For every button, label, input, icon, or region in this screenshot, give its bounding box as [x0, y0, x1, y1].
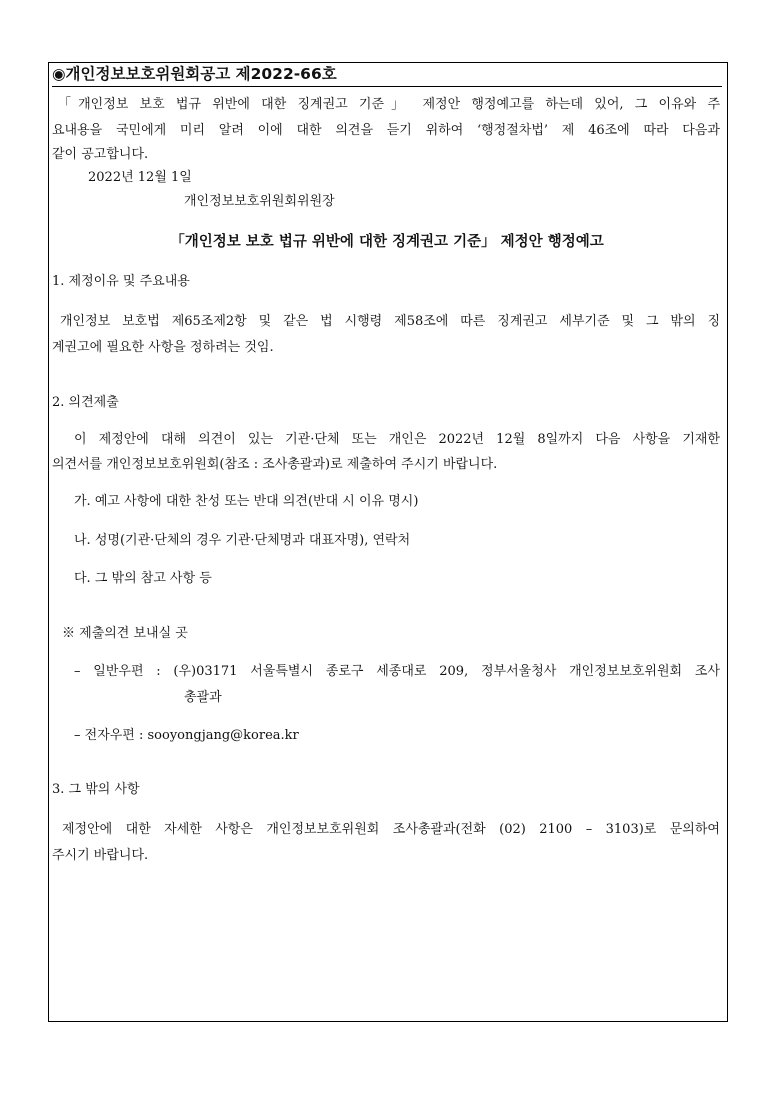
opinion-item-2: 나. 성명(기관·단체의 경우 기관·단체명과 대표자명), 연락처 [74, 533, 411, 548]
notice-intro-line1: 「개인정보 보호 법규 위반에 대한 징계권고 기준」 제정안 행정예고를 하는데 있어, 그 이유와 주 [58, 97, 720, 112]
notice-issuer: 개인정보보호위원회위원장 [184, 194, 335, 209]
section2-title: 2. 의견제출 [52, 395, 119, 410]
notice-intro-line3: 같이 공고합니다. [52, 147, 149, 162]
section3-line1: 제정안에 대한 자세한 사항은 개인정보보호위원회 조사총괄과(전화 (02) 2100 – 3103)로 문의하여 [62, 822, 720, 837]
submit-destination-title: ※ 제출의견 보내실 곳 [62, 626, 188, 641]
announcement-heading: 「개인정보 보호 법규 위반에 대한 징계권고 기준」 제정안 행정예고 [170, 234, 604, 250]
section3-title: 3. 그 밖의 사항 [52, 782, 140, 797]
opinion-item-3: 다. 그 밖의 참고 사항 등 [74, 571, 212, 586]
section3-line2: 주시기 바랍니다. [52, 848, 149, 863]
section1-line2: 계권고에 필요한 사항을 정하려는 것임. [52, 340, 274, 355]
postal-mail-line1: – 일반우편 : (우)03171 서울특별시 종로구 세종대로 209, 정부서울청사 개인정보보호위원회 조사 [74, 664, 720, 679]
email-label: – 전자우편 : [74, 728, 148, 743]
email-line [74, 726, 299, 746]
notice-intro-line2: 요내용을 국민에게 미리 알려 이에 대한 의견을 듣기 위하여 ‘행정절차법’ 제 46조에 따라 다음과 [52, 123, 720, 138]
notice-title: ◉개인정보보호위원회공고 제2022-66호 [52, 63, 722, 87]
email-address: sooyongjang@korea.kr [147, 728, 299, 743]
section1-line1: 개인정보 보호법 제65조제2항 및 같은 법 시행령 제58조에 따른 징계권고 세부기준 및 그 밖의 징 [60, 314, 720, 329]
section1-title: 1. 제정이유 및 주요내용 [52, 274, 190, 289]
opinion-item-1: 가. 예고 사항에 대한 찬성 또는 반대 의견(반대 시 이유 명시) [74, 494, 419, 509]
notice-date: 2022년 12월 1일 [88, 170, 192, 185]
section2-line1: 이 제정안에 대해 의견이 있는 기관·단체 또는 개인은 2022년 12월 8일까지 다음 사항을 기재한 [74, 432, 720, 447]
postal-mail-line2: 총괄과 [184, 690, 222, 705]
section2-line2: 의견서를 개인정보보호위원회(참조 : 조사총괄과)로 제출하여 주시기 바랍니다. [52, 457, 498, 472]
